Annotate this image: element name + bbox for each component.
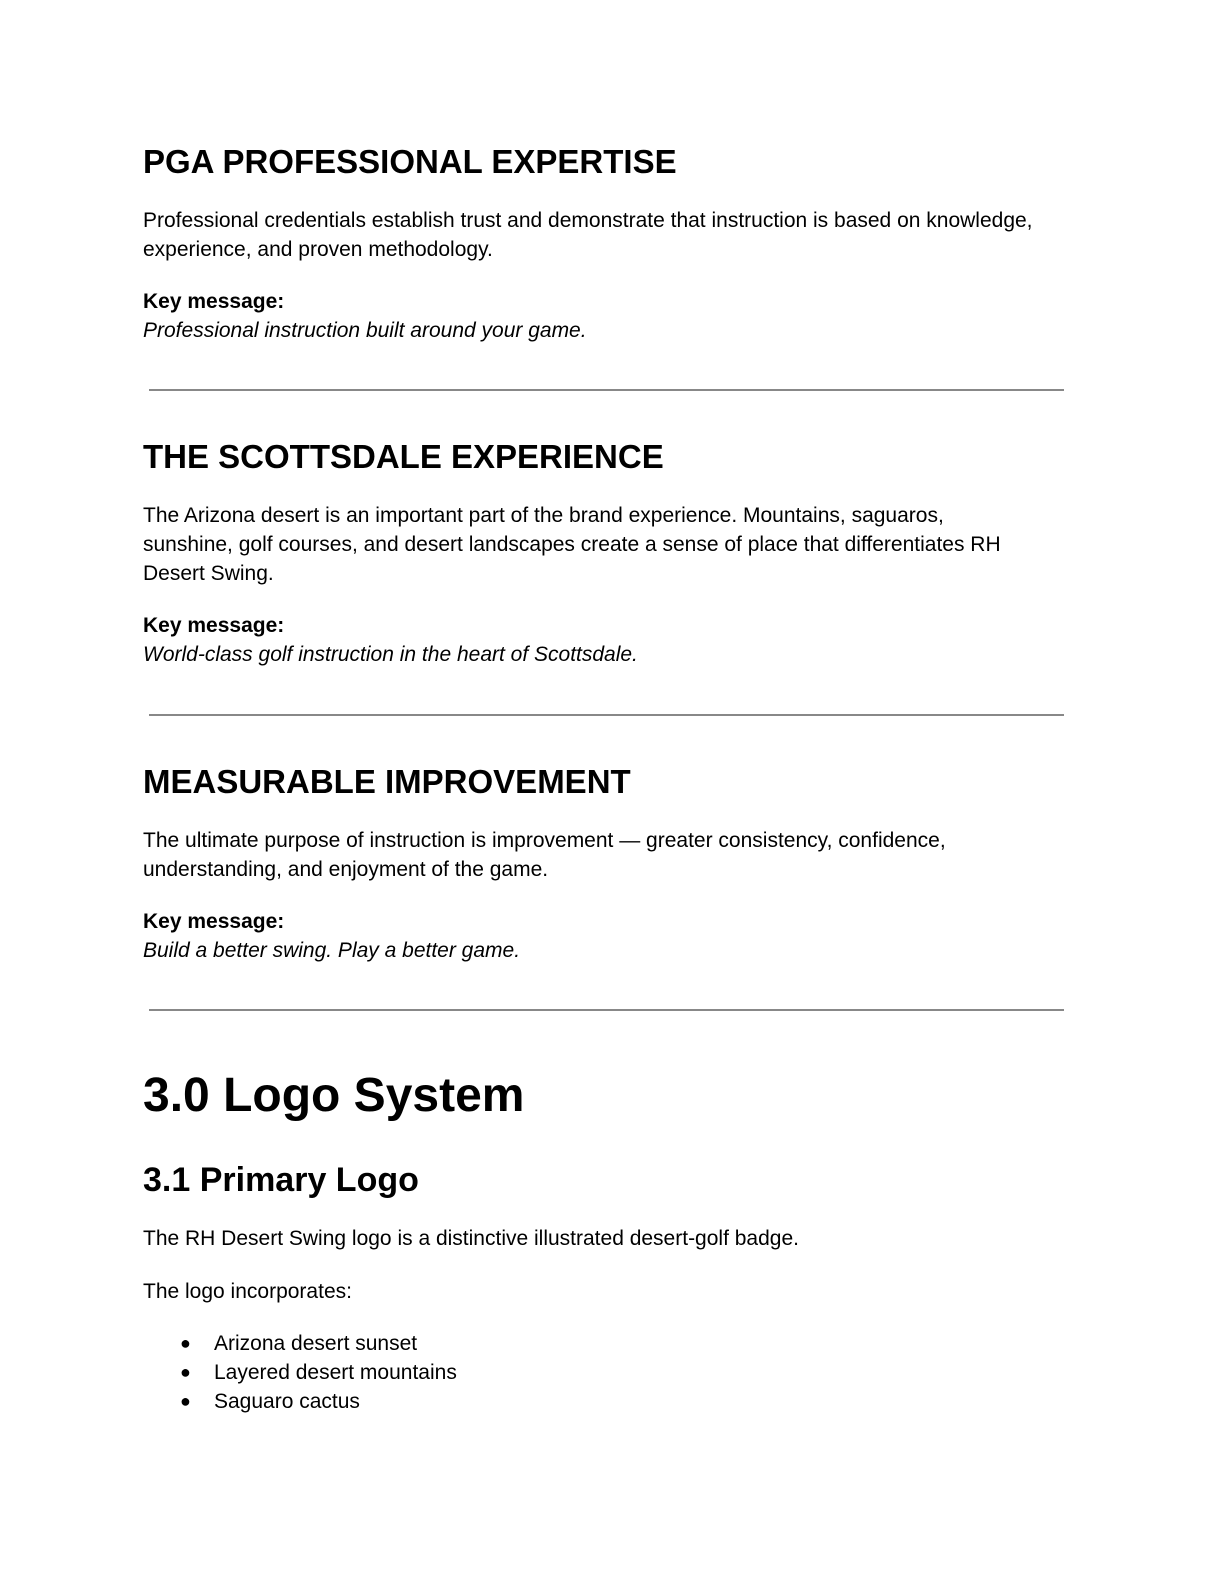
section-divider: [149, 714, 1064, 716]
section-body-line: Professional credentials establish trust and demonstrate that instruction is based on knowledge,: [143, 209, 1033, 232]
key-message-text: World-class golf instruction in the heart of Scottsdale.: [143, 643, 638, 666]
bullet-icon: ●: [180, 1391, 191, 1411]
section-heading: MEASURABLE IMPROVEMENT: [143, 763, 631, 800]
section-heading: THE SCOTTSDALE EXPERIENCE: [143, 438, 664, 475]
key-message-label: Key message:: [143, 910, 285, 933]
logo-elements-list: [143, 1329, 1080, 1416]
section-heading: PGA PROFESSIONAL EXPERTISE: [143, 143, 677, 180]
list-item: [143, 1358, 1080, 1387]
section-body-line: The ultimate purpose of instruction is improvement — greater consistency, confidence,: [143, 829, 946, 852]
logo-intro-text: The RH Desert Swing logo is a distinctive illustrated desert-golf badge.: [143, 1227, 799, 1250]
section-body-line: experience, and proven methodology.: [143, 238, 493, 261]
section-body-line: Desert Swing.: [143, 562, 274, 585]
section-measurable-improvement: [143, 762, 1080, 965]
logo-list-intro: The logo incorporates:: [143, 1280, 352, 1303]
key-message-label: Key message:: [143, 614, 285, 637]
list-item-text: Layered desert mountains: [214, 1361, 457, 1384]
list-item: [143, 1387, 1080, 1416]
section-body-line: understanding, and enjoyment of the game.: [143, 858, 549, 881]
bullet-icon: ●: [180, 1333, 191, 1353]
chapter-title: 3.0 Logo System: [143, 1069, 525, 1122]
key-message-text: Build a better swing. Play a better game.: [143, 939, 521, 962]
key-message-label: Key message:: [143, 290, 285, 313]
subsection-title: 3.1 Primary Logo: [143, 1161, 419, 1199]
list-item-text: Arizona desert sunset: [214, 1332, 418, 1355]
bullet-icon: ●: [180, 1362, 191, 1382]
key-message-text: Professional instruction built around your game.: [143, 319, 587, 342]
logo-system-section: [143, 1068, 1080, 1416]
section-body-line: sunshine, golf courses, and desert landscapes create a sense of place that differentiates RH: [143, 533, 1001, 556]
list-item-text: Saguaro cactus: [214, 1390, 360, 1413]
list-item: [143, 1329, 1080, 1358]
section-divider: [149, 389, 1064, 391]
section-scottsdale-experience: [143, 437, 1080, 669]
section-body-line: The Arizona desert is an important part of the brand experience. Mountains, saguaros,: [143, 504, 944, 527]
section-divider: [149, 1009, 1064, 1011]
section-pga-expertise: [143, 142, 1080, 345]
